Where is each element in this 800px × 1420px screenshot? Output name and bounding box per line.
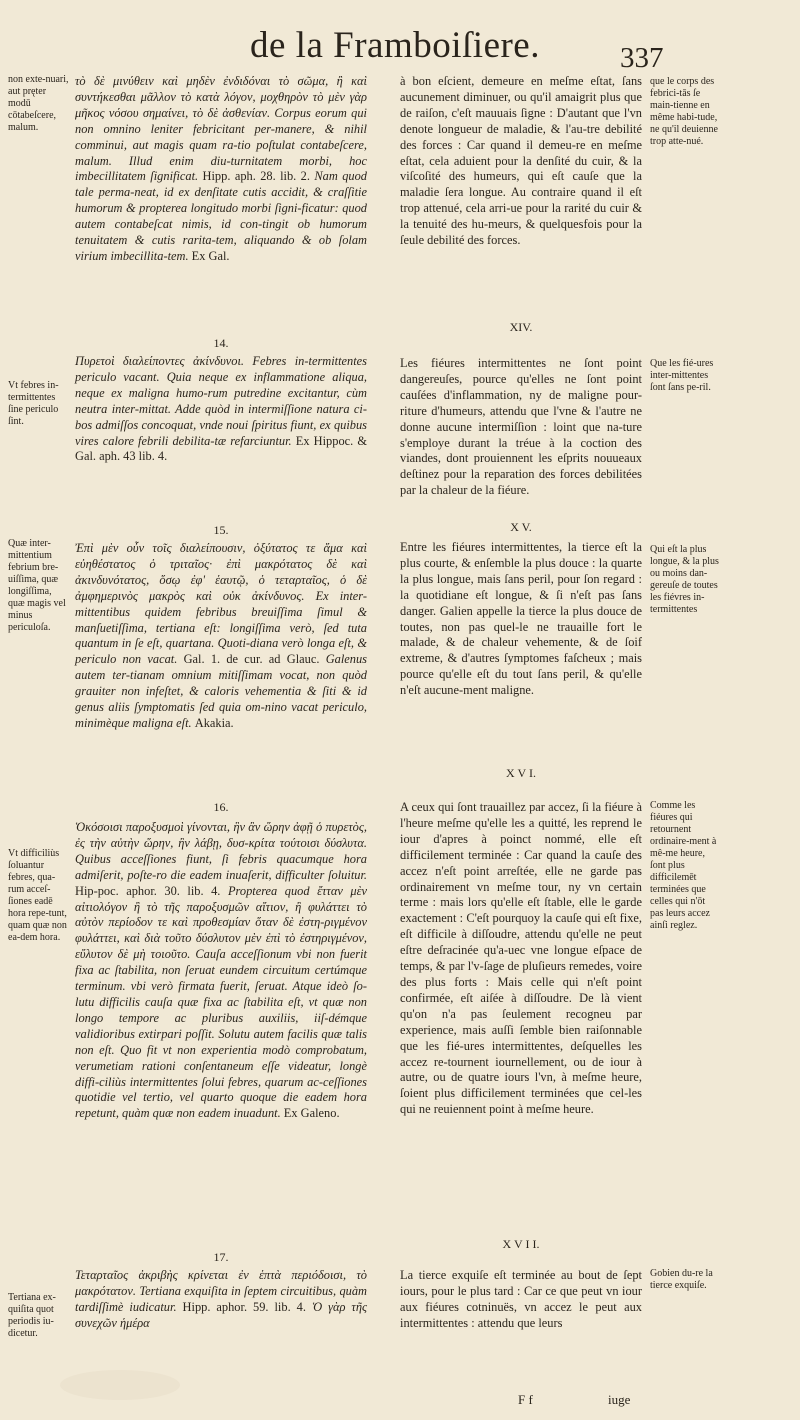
greek-text: τὸ δὲ μινύθειν καὶ μηδὲν ἐνδιδόναι τὸ σῶμα, ἢ καὶ συντήκεσθαι μᾶλλον τὸ κατὰ λόγον, μοχθηρὸν τὸ μὲν γὰρ μῆκος νόσου σημαίνει, τὸ δὲ ἀσθενίαν. <box>75 74 367 120</box>
greek-text: Τεταρταῖος ἀκριβὴς κρίνεται ἐν ἑπτὰ περιόδοισι, τὸ μακρότατον. <box>75 1268 367 1298</box>
section-number: X V. <box>510 520 532 534</box>
left-margin-note: Vt difficiliùs ſoluantur febres, qua-rum acceſ-ſiones eadē hora repe-tunt, quam quæ non ea-dem hora. <box>8 848 67 943</box>
section-number: 15. <box>213 523 229 537</box>
right-section-14: Les fiéures intermittentes ne ſont point dangereuſes, pource qu'elles ne ſont point cauſées d'inflammation, ny de maligne pour-riture d'humeurs, attendu que l'vne & l'autre ne donne aucune intermiſſion : loint que na-ture s'employe durant la tréue à la coction des viandes, dont prouiennent les eſprits nouueaux deſtinez pour la reparation des forces debilitées par la chaleur de la fiéure. <box>400 356 642 498</box>
right-margin-note: Gobien du-re la tierce exquiſe. <box>650 1268 713 1291</box>
signature-mark: F f <box>518 1392 533 1407</box>
left-section-13 <box>75 74 367 265</box>
latin-text: Quibus acceſſiones fiunt, ſi febris quacumque hora admiſerit, poſte-ro die eadem inuaſerit, difficulter ſoluitur. <box>75 851 367 882</box>
reference: Hip-poc. aphor. 30. lib. 4. <box>75 883 228 898</box>
right-section-16: A ceux qui ſont trauaillez par accez, ſi la fiéure à l'heure meſme qu'elle les a quitté, les reprend le iour d'apres à poinct nommé, elle eſt difficilement terminée : Car quand la cauſe des accez n'eſt point arreſtée, elle ne garde pas ordinairement vn meſme tour, ny vn certain terme : mais lors qu'elle eſt ſtable, elle le garde exactement : C'eſt pourquoy la cauſe qui eſt fixe, eſt difficile à diſſoudre, attendu qu'elle ne peut eſtre deſracinée qu'a-uec vne longue eſpace de temps, & par l'v-ſage de pluſieurs remedes, voire des plus forts : Mais celle qui n'eſt point confirmée, eſt aiſée à diſſoudre. De là vient qu'on n'a pas ſeulement recogneu par experience, mais auſſi ſemble bien raiſonnable que les fié-ures intermittentes, deſquelles les accez re-tournent iournellement, ou de iour à autre, ou de quatre iours l'vn, à meſme heure, ſoient plus difficilement terminées que cel-les qui ne reuiennent point à meſme heure. <box>400 800 642 1117</box>
latin-text: Corpus eorum qui non omnino leniter febricitant per-manere, & nihil comminui, aut magis quam ra-tio poſtulat contabeſcere, malum. Illud enim diu-turnitatem morbi, hoc imbecillitatem ſignificat. <box>75 105 367 184</box>
reference: Ex Galeno. <box>283 1106 340 1121</box>
latin-text: Galenus autem ter-tianam omnium mitiſſimam vocat, non quòd grauiter non infeſtet, & caloris vehementia & ſiti & id genus aliis ſymptomatis ſed quia om-nino vacat periculo, minimèque maligna eſt. <box>75 652 367 730</box>
section-number: 16. <box>213 800 229 814</box>
page-number: 337 <box>620 42 664 74</box>
reference: Ex Hippoc. & Gal. aph. 43 lib. 4. <box>75 433 367 464</box>
left-margin-note: non exte-nuari, aut pręter modū cōtabeſcere, malum. <box>8 74 69 133</box>
greek-text: Ἐπὶ μὲν οὖν τοῖς διαλείπουσιν, ὀξύτατος τε ἅμα καὶ εὐηθέστατος ὁ τριταῖος· ἐπὶ μακρότατος δὲ καὶ ἀκινδυνότατος, ὅσῳ ἐφ' ἑαυτῷ, ὁ τεταρταῖος, ὁ δὲ ἀμφημερινὸς μακρὸς καὶ οὐκ ἀκίνδυνος. <box>75 541 367 603</box>
latin-text: Propterea quod ἔτταν μὲν αἰτιολόγον ἢ τὸ τῆς παροξυσμῶν αἴτιον, ἢ φυλάττει τὸ αὐτὸν περίοδον τε καὶ προθεσμίαν ὅταν δὲ ἐστη-ριγμένον φυλάττει, καὶ διὰ τοῦτο δύσλυτον μὲν ἐπὶ τὸ ἐστηριγμένον, εὔλυτον δὲ μὴ τοιοῦτο. Cauſa acceſſionum vbi non fuerit fixa ac ſtabilita, non ſeruat eundem circuitum certúmque terminum. vbi verò firmata fuerit, ſeruat. Atque ideò ſo-lutu difficilis cauſa quæ fixa ac ſtabilita eſt, vt quæ non longo tempore ac pluribus auxiliis, iiſ-démque validioribus extirpari poſſit. Solutu autem facilis quæ talis non eſt. Quo fit vt non experientia modò comprobatum, verumetiam rationi conſentaneum eſſe videatur, longè diffi-ciliùs intermittentes ſolui febres, quarum ac-ceſſiones quotidie vel tertio, vel quarto quoque die eadem hora repetunt, quàm quæ non eadem inuadunt. <box>75 883 367 1121</box>
latin-text: Tertiana exquiſita in ſeptem circuitibus, quàm tardiſſimè iudicatur. <box>75 1283 367 1314</box>
section-number: XIV. <box>509 320 533 334</box>
left-margin-note: Tertiana ex-quiſita quot periodis iu-dicetur. <box>8 1292 56 1339</box>
left-section-15 <box>75 541 367 732</box>
greek-text: Ὁκόσοισι παροξυσμοὶ γίνονται, ἣν ἂν ὥρην ἀφῇ ὁ πυρετὸς, ἐς τὴν αὐτὴν ὥρην, ἢν λάβῃ, δυσ-κρίτα τούτοισι δύσλυτα. <box>75 820 367 850</box>
running-title: de la Framboiſiere. <box>250 25 540 66</box>
reference: Hipp. aph. 28. lib. 2. <box>202 169 315 184</box>
reference: Hipp. aphor. 59. lib. 4. <box>182 1299 312 1314</box>
right-margin-note: Que les fié-ures inter-mittentes ſont ſans pe-ril. <box>650 358 714 393</box>
reference: Ex Gal. <box>191 248 230 263</box>
section-number: 14. <box>213 336 229 350</box>
paper-stain <box>60 1370 180 1400</box>
right-margin-note: Qui eſt la plus longue, & la plus ou moins dan-gereuſe de toutes les fiévres in-termittentes <box>650 544 719 615</box>
left-margin-note: Vt febres in-termittentes ſine periculo ſint. <box>8 380 59 427</box>
section-number: 17. <box>213 1250 229 1264</box>
section-number: X V I. <box>506 766 536 780</box>
page-header <box>0 10 800 74</box>
latin-text: Febres in-termittentes periculo vacant. Quia neque ex inflammatione aliqua, neque ex maligna humo-rum putredine excitantur, cùm neutra inter-mittat. Adde quòd in intermiſſione natura ci-bos admiſſos concoquat, vnde noui ſpiritus fiunt, ex quibus vires calore febrili debilita-tæ refarciuntur. <box>75 354 367 448</box>
catchword: iuge <box>608 1392 631 1407</box>
right-margin-note: que le corps des febrici-tās ſe main-tienne en même habi-tude, ne qu'il deuienne trop atte-nué. <box>650 76 718 147</box>
left-section-14 <box>75 354 367 465</box>
left-margin-note: Quæ inter-mittentium febrium bre-uiſſima, quæ longiſſima, quæ magis vel minus periculoſa. <box>8 538 66 633</box>
reference: Akakia. <box>194 715 234 730</box>
right-margin-note: Comme les fiéures qui retournent ordinaire-ment à mê-me heure, ſont plus difficilemēt terminées que celles qui n'ōt pas leurs accez ainſi reglez. <box>650 800 717 931</box>
greek-text: Πυρετοὶ διαλείποντες ἀκίνδυνοι. <box>75 354 253 368</box>
section-number: X V I I. <box>502 1237 540 1251</box>
latin-text: Nam quod tale perma-neat, id ex denſitate cutis accidit, & craſſitie humorum & propterea longitudo morbi ſigni-ficatur: quod autem contabeſcat nimis, id con-tingit ob humorum tenuitatem & cutis rarita-tem, aliquando & ob ſolam virium imbecillita-tem. <box>75 169 367 263</box>
right-section-15: Entre les fiéures intermittentes, la tierce eſt la plus courte, & enſemble la plus douce : la quarte la plus longue, mais ſans peril, pour ſon regard : la quotidiane eſt longue, & ſi n'eſt pas ſans danger. Galien appelle la tierce la plus douce de toutes, non pas quel-le ne trauaille fort le malade, & de chaleur vehemente, & de ſoif extreme, & d'autres ſymptomes faſcheux ; mais pource qu'elle eſt du tout ſans peril, & qu'elle n'eſt aucune-ment maligne. <box>400 540 642 698</box>
right-section-17: La tierce exquiſe eſt terminée au bout de ſept iours, pour le plus tard : Car ce que peut vn iour aux fiéures cotninuës, vn accez le peut aux intermittentes : attendu que leurs <box>400 1268 642 1330</box>
latin-text: Ex inter-mittentibus quidem febribus breuiſſima ſimul & manſuetiſſima, tertiana eſt: longiſſima verò, ſed tuta quantum in ſe eſt, quartana. Quoti-diana verò longa eſt, & periculo non vacat. <box>75 588 367 667</box>
reference: Gal. 1. de cur. ad Glauc. <box>183 652 326 667</box>
left-section-17 <box>75 1268 367 1332</box>
greek-text: Ὁ γὰρ τῆς συνεχῶν ἡμέρα <box>75 1299 368 1330</box>
left-section-16 <box>75 820 367 1122</box>
right-section-13: à bon eſcient, demeure en meſme eſtat, ſans aucunement diminuer, ou qu'il amaigrit plus que de raiſon, c'eſt mauuais ſigne : D'autant que l'vn denote longueur de maladie, & l'au-tre debilité des forces : Car quand il demeu-re en meſme eſtat, cela aduient pour la denſité du cuir, & la viſcoſité des humeurs, qui eſt cauſe que la maladie ſera longue. Au contraire quand il eſt trop attenué, cela arri-ue pour la rarité du cuir & la tenuité des hu-meurs, & quelquesfois pour la ſeule debilité des forces. <box>400 74 642 248</box>
